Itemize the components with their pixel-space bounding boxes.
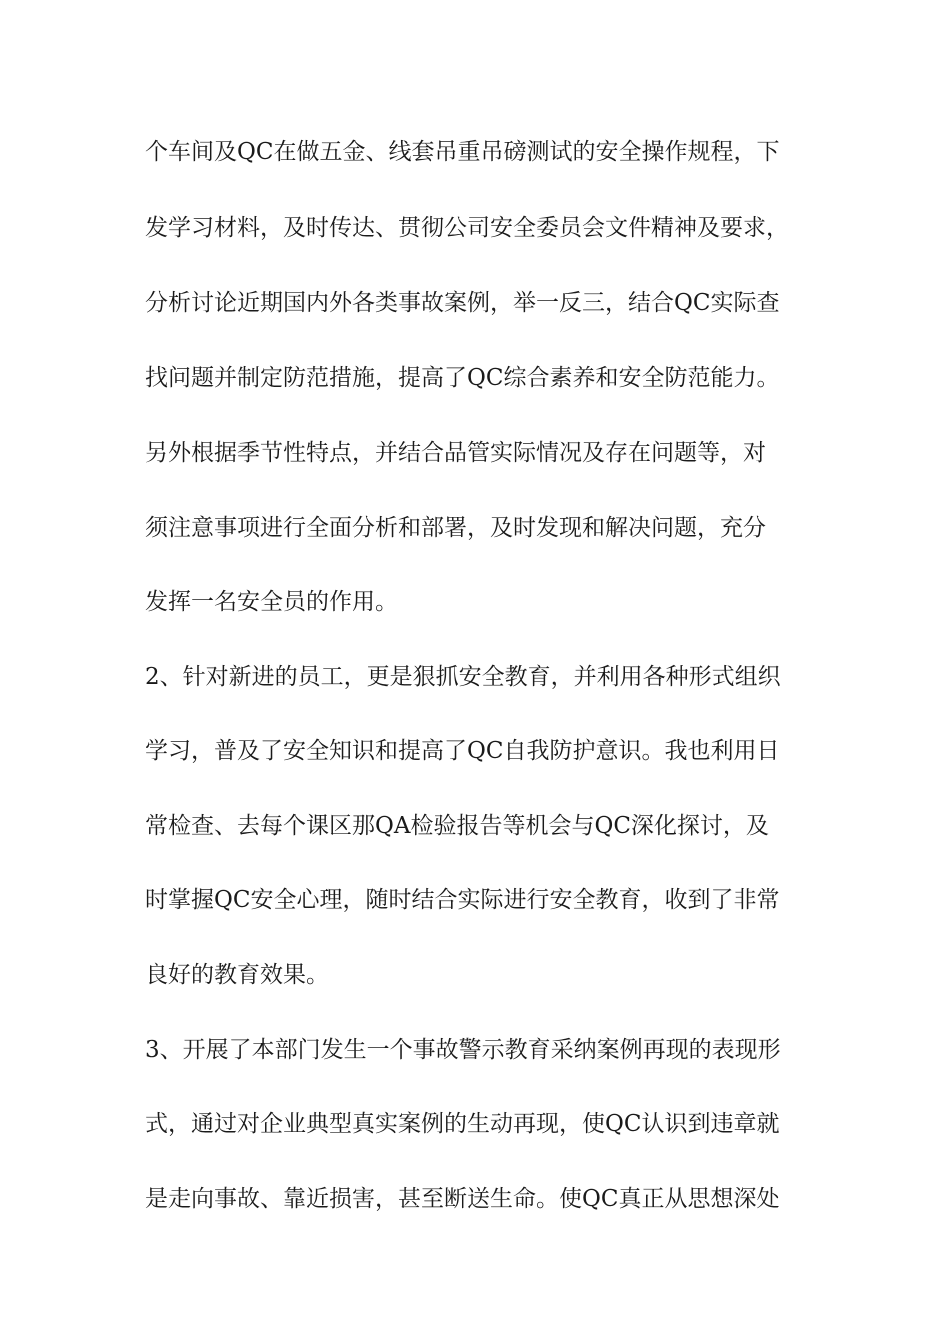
text-line: 分析讨论近期国内外各类事故案例，举一反三，结合QC实际查 [145, 290, 780, 316]
text-line: 时掌握QC安全心理，随时结合实际进行安全教育，收到了非常 [145, 887, 780, 913]
text-line: 发学习材料，及时传达、贯彻公司安全委员会文件精神及要求， [145, 215, 789, 241]
text-line: 学习，普及了安全知识和提高了QC自我防护意识。我也利用日 [145, 738, 780, 764]
text-line: 须注意事项进行全面分析和部署，及时发现和解决问题，充分 [145, 515, 766, 541]
text-line: 发挥一名安全员的作用。 [145, 589, 398, 615]
text-line: 常检查、去每个课区那QA检验报告等机会与QC深化探讨，及 [145, 813, 769, 839]
text-line: 式，通过对企业典型真实案例的生动再现，使QC认识到违章就 [145, 1111, 780, 1137]
text-line: 良好的教育效果。 [145, 962, 329, 988]
text-line: 另外根据季节性特点，并结合品管实际情况及存在问题等，对 [145, 440, 766, 466]
text-line: 2、针对新进的员工，更是狠抓安全教育，并利用各种形式组织 [145, 664, 781, 690]
text-line: 找问题并制定防范措施，提高了QC综合素养和安全防范能力。 [145, 365, 780, 391]
text-line: 是走向事故、靠近损害，甚至断送生命。使QC真正从思想深处 [145, 1186, 780, 1212]
text-line: 3、开展了本部门发生一个事故警示教育采纳案例再现的表现形 [145, 1037, 781, 1063]
text-line: 个车间及QC在做五金、线套吊重吊磅测试的安全操作规程，下 [145, 139, 780, 165]
